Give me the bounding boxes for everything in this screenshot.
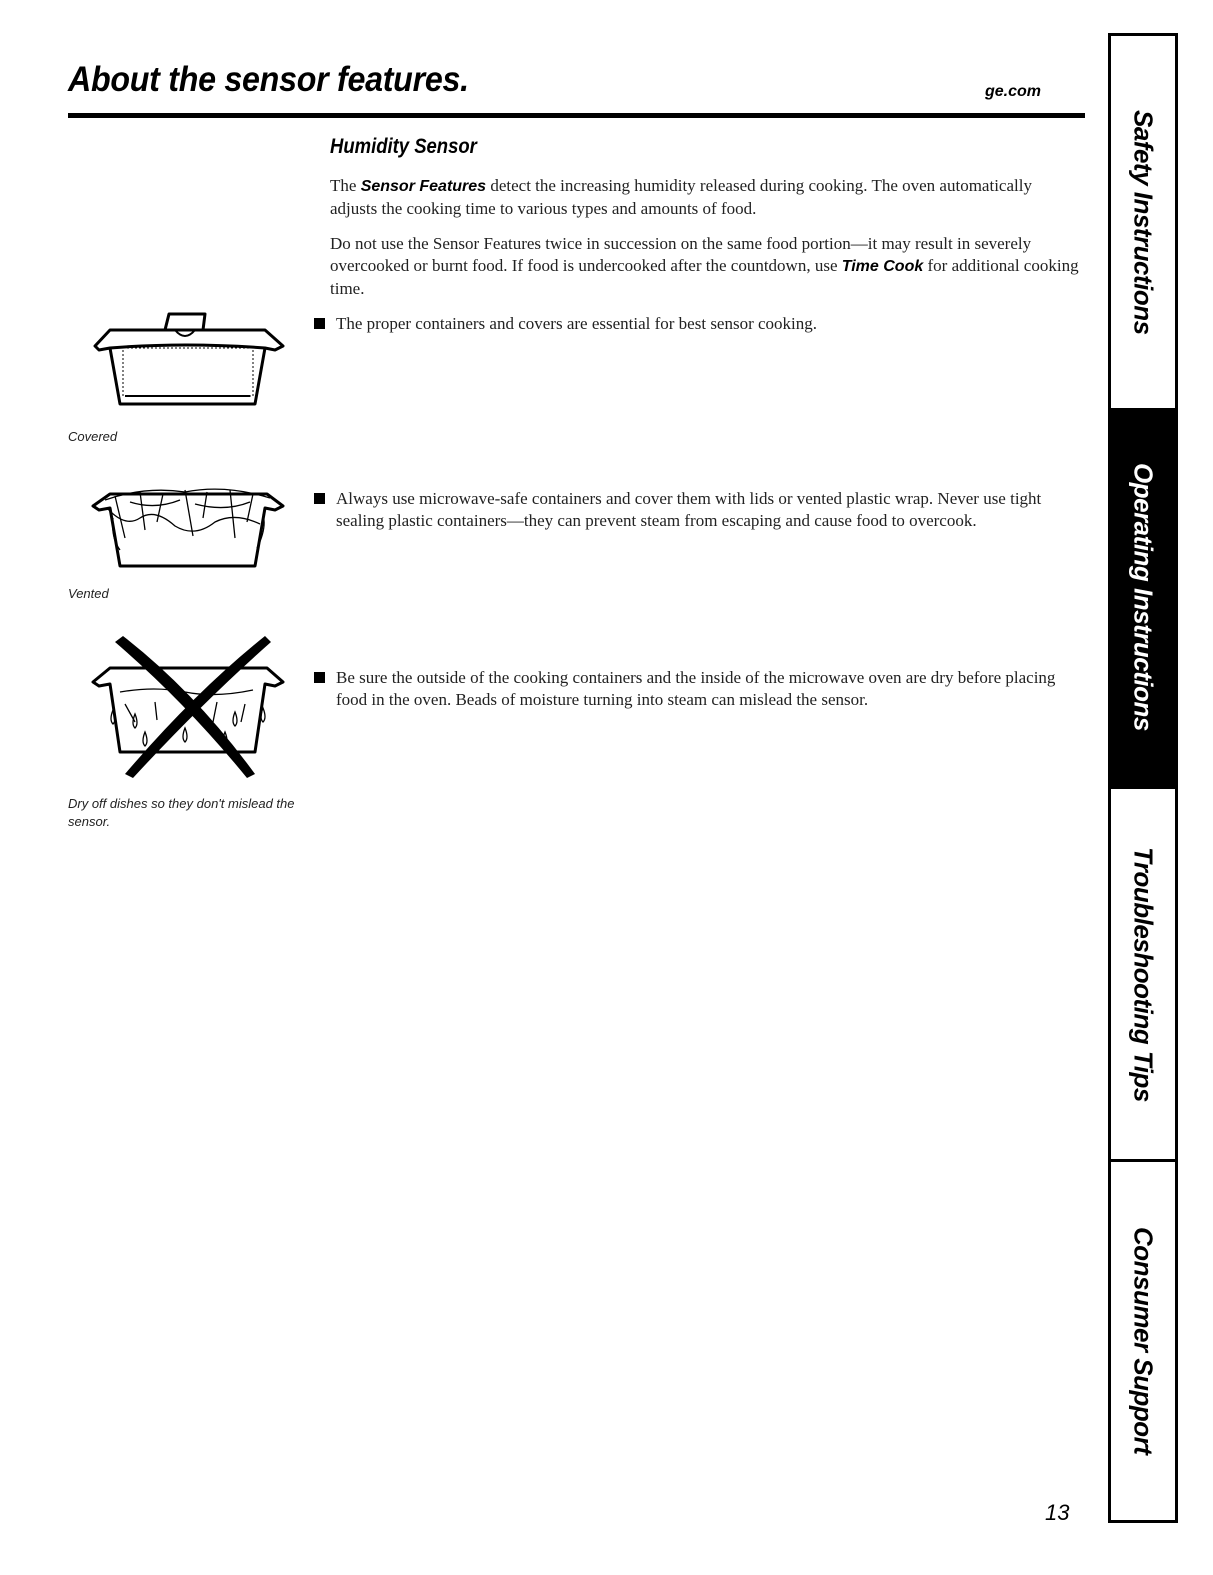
page-title: About the sensor features. — [68, 60, 469, 99]
bullet-square-icon — [314, 672, 325, 683]
vented-dish-icon — [85, 478, 290, 573]
covered-dish-icon — [85, 308, 290, 413]
section-tabs — [1108, 33, 1178, 1523]
tab-troubleshooting-tips[interactable]: Troubleshooting Tips — [1111, 786, 1175, 1159]
time-cook-term: Time Cook — [841, 258, 924, 275]
tab-safety-instructions[interactable]: Safety Instructions — [1128, 109, 1159, 335]
tab-consumer-support[interactable]: Consumer Support — [1111, 1159, 1175, 1520]
bullet-square-icon — [314, 318, 325, 329]
caption-covered: Covered — [68, 429, 118, 444]
warning-paragraph: Do not use the Sensor Features twice in succession on the same food portion—it may result in severely overcooked or burnt food. If food is undercooked after the countdown, use Time Cook for additional cooking time. — [330, 234, 1079, 298]
tab-operating-instructions[interactable]: Operating Instructions — [1111, 408, 1175, 786]
site-url[interactable]: ge.com — [985, 83, 1042, 100]
intro-paragraph: The Sensor Features detect the increasing humidity released during cooking. The oven automatically adjusts the cooking time to various types and amounts of food. — [330, 176, 1032, 218]
page-number: 13 — [1045, 1500, 1070, 1525]
header-rule — [68, 113, 1085, 118]
sensor-features-term: Sensor Features — [360, 178, 487, 195]
caption-dry-dishes: Dry off dishes so they don't mislead the sensor. — [68, 796, 295, 829]
section-heading: Humidity Sensor — [330, 135, 477, 158]
bullet-containers: The proper containers and covers are essential for best sensor cooking. — [314, 313, 1076, 335]
bullet-dry-dishes: Be sure the outside of the cooking containers and the inside of the microwave oven are dry before placing food in the oven. Beads of moisture turning into steam can mislead the sensor. — [314, 667, 1076, 711]
caption-vented: Vented — [68, 586, 109, 601]
bullet-square-icon — [314, 493, 325, 504]
bullet-microwave-safe: Always use microwave-safe containers and cover them with lids or vented plastic wrap. Never use tight sealing plastic containers—they can prevent steam from escaping and cause food to overcook. — [314, 488, 1066, 532]
wet-dish-crossed-icon — [85, 632, 290, 780]
